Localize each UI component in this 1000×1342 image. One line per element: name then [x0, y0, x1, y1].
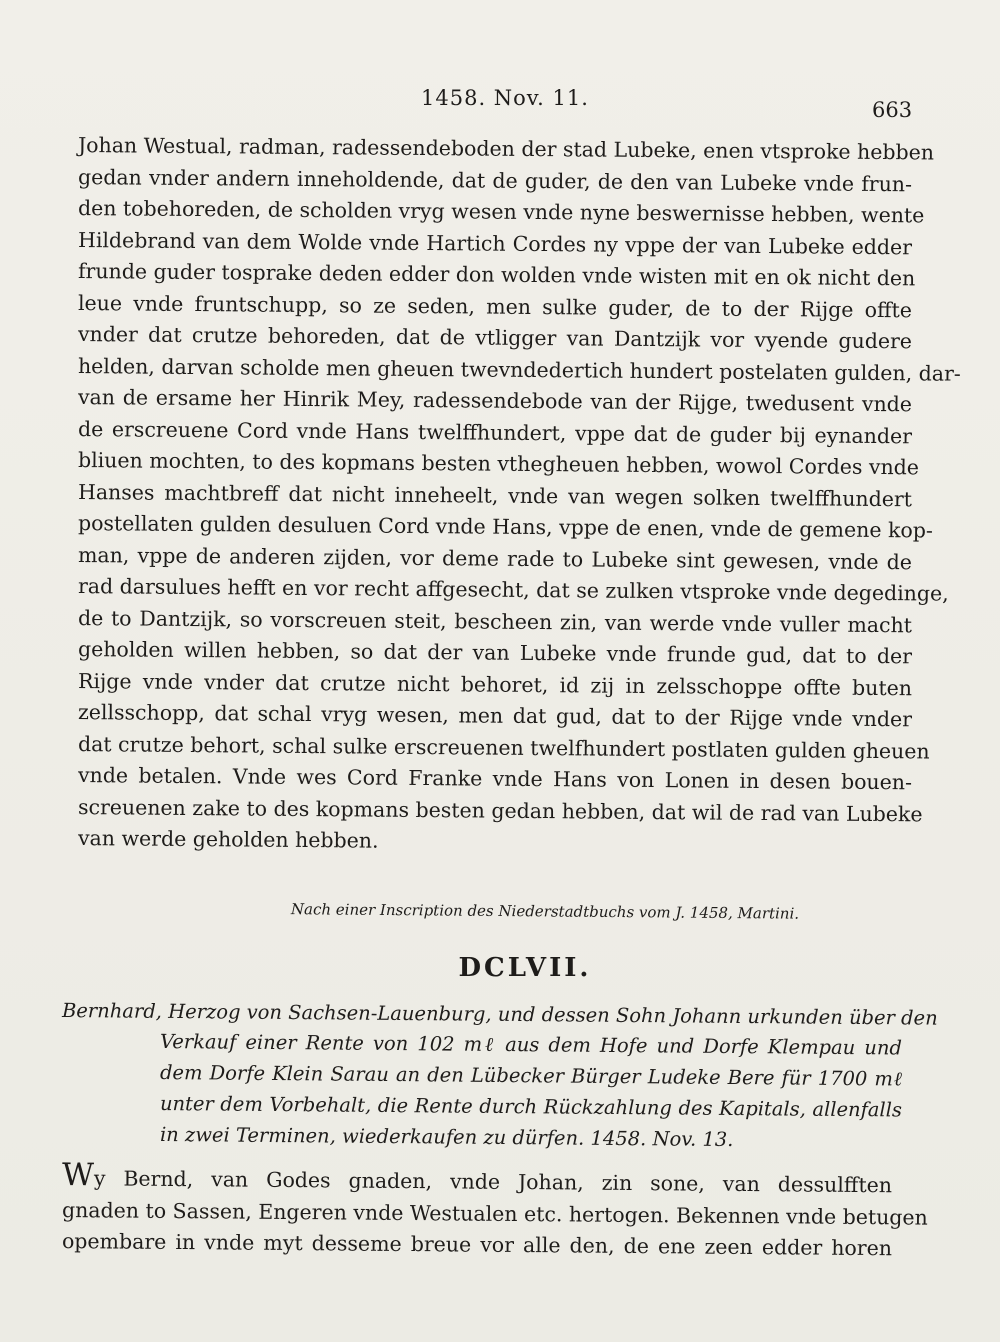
charter-line: opembare in vnde myt desseme breue vor alle den, de ene zeen edder horen — [61, 1229, 893, 1261]
charter-text-block — [61, 1157, 928, 1261]
text-line: van de ersame her Hinrik Mey, radessendebode van der Rijge, twedusent vnde — [77, 385, 913, 417]
regest-line: Bernhard, Herzog von Sachsen-Lauenburg, und dessen Sohn Johann urkunden über den — [61, 999, 938, 1030]
text-line: screuenen zake to des kopmans besten gedan hebben, dat wil de rad van Lubeke — [77, 794, 923, 826]
regest-line: in zwei Terminen, wiederkaufen zu dürfen. 1458. Nov. 13. — [159, 1123, 734, 1152]
text-line: postellaten gulden desuluen Cord vnde Hans, vppe de enen, vnde de gemene kop- — [77, 511, 933, 543]
source-note: Nach einer Inscription des Niederstadtbuchs vom J. 1458, Martini. — [290, 900, 800, 923]
regest-summary — [61, 995, 938, 1152]
text-line: helden, darvan scholde men gheuen twevndedertich hundert postelaten gulden, dar- — [77, 353, 961, 386]
text-line: frunde guder tosprake deden edder don wolden vnde wisten mit en ok nicht den — [77, 259, 916, 291]
main-text-block — [77, 130, 961, 855]
regest-line: unter dem Vorbehalt, die Rente durch Rückzahlung des Kapitals, allenfalls — [159, 1092, 903, 1122]
running-head — [0, 86, 1000, 122]
page-number: 663 — [872, 98, 913, 122]
text-line: man, vppe de anderen zijden, vor deme rade to Lubeke sint gewesen, vnde de — [77, 542, 913, 574]
regest-line: dem Dorfe Klein Sarau an den Lübecker Bürger Ludeke Bere für 1700 mℓ — [159, 1061, 903, 1091]
text-line: rad darsulues hefft en vor recht affgesecht, dat se zulken vtsproke vnde degedinge, — [77, 574, 949, 606]
text-line: Johan Westual, radman, radessendeboden der stad Lubeke, enen vtsproke hebben — [77, 133, 935, 165]
initial-letter: W — [61, 1157, 95, 1194]
charter-line: gnaden to Sassen, Engeren vnde Westualen etc. hertogen. Bekennen vnde betugen — [61, 1197, 928, 1230]
text-line: de erscreuene Cord vnde Hans twelffhundert, vppe dat de guder bij eynander — [77, 416, 913, 448]
document-number-heading: DCLVII. — [458, 953, 592, 983]
text-line: geholden willen hebben, so dat der van Lubeke vnde frunde gud, dat to der — [77, 637, 913, 669]
text-line: van werde geholden hebben. — [77, 826, 379, 853]
text-line: zellsschopp, dat schal vryg wesen, men dat gud, dat to der Rijge vnde vnder — [77, 700, 913, 732]
text-line: bliuen mochten, to des kopmans besten vthegheuen hebben, wowol Cordes vnde — [77, 448, 920, 480]
text-line: Hanses machtbreff dat nicht inneheelt, vnde van wegen solken twelffhundert — [77, 479, 913, 511]
text-line: leue vnde fruntschupp, so ze seden, men sulke guder, de to der Rijge offte — [77, 290, 913, 322]
text-line: vnde betalen. Vnde wes Cord Franke vnde Hans von Lonen in desen bouen- — [77, 763, 913, 795]
text-line: gedan vnder andern inneholdende, dat de guder, de den van Lubeke vnde frun- — [77, 164, 913, 196]
text-line: de to Dantzijk, so vorscreuen steit, bescheen zin, van werde vnde vuller macht — [77, 605, 913, 637]
regest-line: Verkauf einer Rente von 102 mℓ aus dem Hofe und Dorfe Klempau und — [159, 1030, 903, 1060]
text-line: Hildebrand van dem Wolde vnde Hartich Cordes ny vppe der van Lubeke edder — [77, 227, 913, 259]
text-line: Rijge vnde vnder dat crutze nicht behoret, id zij in zelsschoppe offte buten — [77, 668, 913, 700]
text-line: den tobehoreden, de scholden vryg wesen vnde nyne beswernisse hebben, wente — [77, 196, 925, 228]
text-line: dat crutze behort, schal sulke erscreuenen twelfhundert postlaten gulden gheuen — [77, 731, 930, 763]
running-head-title: 1458. Nov. 11. — [421, 86, 589, 110]
charter-line-rest: y Bernd, van Godes gnaden, vnde Johan, zin sone, van dessulfften — [93, 1166, 893, 1198]
text-line: vnder dat crutze behoreden, dat de vtligger van Dantzijk vor vyende gudere — [77, 322, 913, 354]
